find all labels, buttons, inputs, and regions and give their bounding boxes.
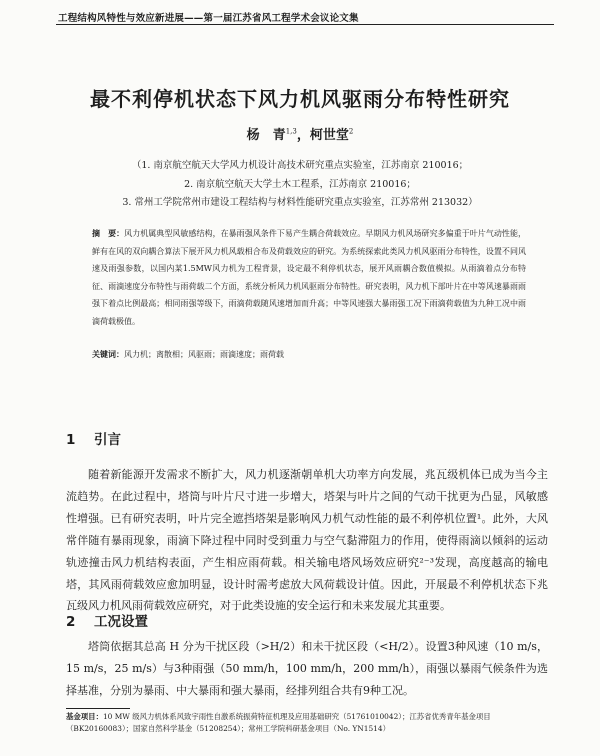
section-number: 2	[66, 614, 76, 630]
section-heading	[66, 610, 148, 630]
footnote-text: 10 MW 级风力机体系风致宇雨性自激系统振荷特征机理及应用基础研究（51761010042）；江苏省优秀青年基金项目（BK20160083）；国家自然科学基金（51208254）；常州工学院科研基金项目（No. YN1514）	[66, 712, 491, 733]
affiliation-line: 3. 常州工学院常州市建设工程结构与材料性能研究重点实验室，江苏常州 213032）	[122, 197, 478, 208]
keywords	[92, 348, 526, 361]
author-affiliation-mark: 2	[348, 127, 354, 136]
body-paragraph: 随着新能源开发需求不断扩大，风力机逐渐朝单机大功率方向发展，兆瓦级机体已成为当今主流趋势。在此过程中，塔筒与叶片尺寸进一步增大，塔架与叶片之间的气动干扰更为凸显，风敏感性增强。已有研究表明，叶片完全遮挡塔架是影响风力机气动性能的最不利停机位置¹。此外，大风常伴随有暴雨现象，雨滴下降过程中同时受到重力与空气黏滞阻力的作用，使得雨滴以倾斜的运动轨迹撞击风力机结构表面，产生相应雨荷载。相关输电塔风场效应研究²⁻³发现，高度越高的输电塔，其风雨荷载效应愈加明显，设计时需考虑放大风荷载设计值。因此，开展最不利停机状态下兆瓦级风力机风雨荷载效应研究，对于此类设施的安全运行和未来发展尤其重要。	[66, 468, 548, 613]
section-number: 1	[66, 432, 76, 448]
footnote-label: 基金项目：	[66, 712, 103, 721]
running-header: 工程结构风特性与效应新进展——第一届江苏省风工程学术会议论文集	[58, 13, 359, 24]
header-rule	[56, 24, 554, 25]
author-name: 杨 青	[246, 128, 286, 143]
author-separator: ，	[296, 128, 310, 143]
paper-title: 最不利停机状态下风力机风驱雨分布特性研究	[90, 87, 510, 111]
keywords-text: 风力机；离散相；风驱雨；雨滴速度；雨荷载	[124, 350, 284, 359]
funding-footnote	[66, 711, 548, 735]
body-paragraph: 塔筒依据其总高 H 分为干扰区段（>H/2）和未干扰区段（<H/2）。设置3种风速（10 m/s，15 m/s，25 m/s）与3种雨强（50 mm/h，100 mm/h，200 mm/h），雨强以暴雨气候条件为选择基准，分别为暴雨、中大暴雨和强大暴雨，经排列组合共有9种工况。	[66, 640, 548, 697]
section-title: 工况设置	[94, 614, 148, 630]
author-name: 柯世堂	[309, 128, 349, 143]
affiliation-line: 2. 南京航空航天大学土木工程系，江苏南京 210016；	[184, 179, 416, 190]
abstract	[92, 225, 526, 331]
keywords-label: 关键词：	[92, 349, 124, 359]
section-title: 引言	[94, 432, 121, 448]
section-heading	[66, 428, 121, 448]
author-line	[0, 124, 600, 143]
abstract-text: 风力机属典型风敏感结构，在暴雨强风条件下易产生耦合荷载效应。早期风力机风场研究多偏重于叶片气动性能，鲜有在风的双向耦合算法下展开风力机风载相合布及荷载效应的研究。为系统探索此类风力机风驱雨分布特性，设置不同风速及雨强参数，以国内某1.5MW风力机为工程背景，设定最不利停机状态，展开风雨耦合数值模拟。从雨滴着点分布特征、雨滴速度分布特性与雨荷载二个方面，系统分析风力机风驱雨分布特性。研究表明，风力机下部叶片在中等风速暴雨雨强下着点比例最高；相同雨强等级下，雨滴荷载随风速增加而升高；中等风速强大暴雨强工况下雨滴荷载值为九种工况中雨滴荷载极值。	[92, 229, 526, 326]
author-affiliation-mark: 1,3	[285, 127, 297, 136]
footnote-rule	[66, 708, 130, 709]
affiliation-line: （1. 南京航空航天大学风力机设计高技术研究重点实验室，江苏南京 210016；	[131, 160, 469, 171]
abstract-label: 摘 要：	[92, 229, 125, 238]
